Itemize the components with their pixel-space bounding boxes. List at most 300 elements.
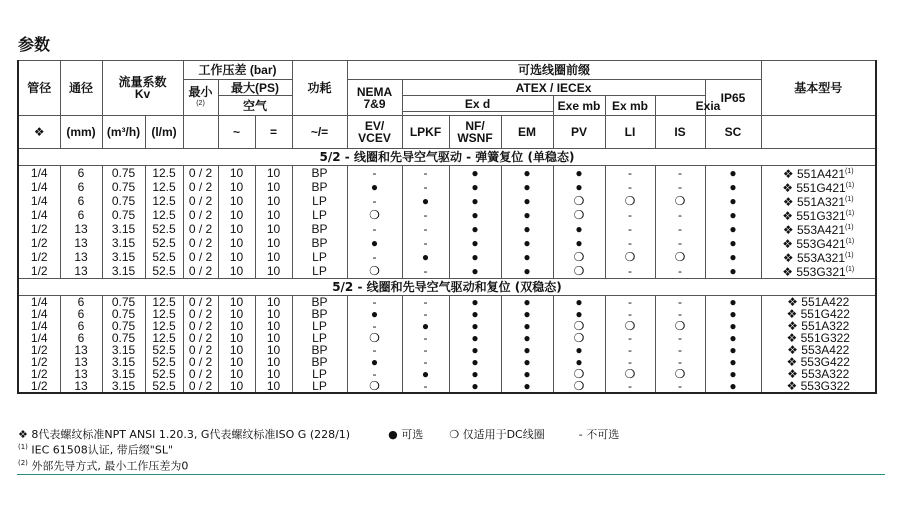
model-code: ❖ 551G321	[782, 209, 846, 222]
cell-m3h: 0.75	[102, 166, 145, 181]
cell-ac: 10	[218, 308, 255, 320]
cell-sc: ●	[705, 264, 761, 279]
cell-sc: ●	[705, 236, 761, 250]
cell-ev: ❍	[347, 208, 402, 222]
model-code: ❖ 553G421	[782, 237, 846, 250]
cell-em: ●	[501, 320, 553, 332]
cell-ev: ●	[347, 356, 402, 368]
cell-power: BP	[292, 356, 347, 368]
cell-pipe: 1/2	[18, 380, 60, 393]
cell-power: BP	[292, 222, 347, 236]
cell-min: 0 / 2	[183, 180, 218, 194]
cell-pipe: 1/4	[18, 320, 60, 332]
cell-ac: 10	[218, 208, 255, 222]
model-code: ❖ 553G322	[786, 380, 850, 393]
model-note: (1)	[845, 238, 855, 245]
cell-ev: -	[347, 368, 402, 380]
model-code: ❖ 551A422	[787, 295, 850, 308]
header-bore: 通径	[60, 61, 102, 116]
cell-nf: ●	[449, 166, 501, 181]
cell-power: BP	[292, 180, 347, 194]
cell-pv: ❍	[553, 380, 605, 393]
cell-lmin: 12.5	[145, 308, 183, 320]
table-row	[18, 308, 876, 320]
cell-is: -	[655, 208, 705, 222]
cell-li: -	[605, 344, 655, 356]
cell-m3h: 3.15	[102, 356, 145, 368]
cell-model	[761, 264, 876, 279]
cell-bore: 6	[60, 194, 102, 208]
cell-ev: ❍	[347, 332, 402, 344]
cell-pv: ●	[553, 166, 605, 181]
cell-power: LP	[292, 368, 347, 380]
cell-is: -	[655, 264, 705, 279]
table-row	[18, 344, 876, 356]
cell-power: LP	[292, 320, 347, 332]
header-flow	[102, 61, 183, 116]
cell-m3h: 0.75	[102, 308, 145, 320]
table-row	[18, 180, 876, 194]
table-row	[18, 368, 876, 380]
cell-is: ❍	[655, 194, 705, 208]
header-power: 功耗	[292, 61, 347, 116]
cell-is: ❍	[655, 250, 705, 264]
cell-power: LP	[292, 208, 347, 222]
cell-ev: -	[347, 296, 402, 309]
col-ev-line1: EV/	[364, 119, 385, 133]
cell-bore: 13	[60, 264, 102, 279]
cell-model	[761, 250, 876, 264]
header-nema-label: NEMA	[356, 84, 393, 99]
cell-ev: ❍	[347, 264, 402, 279]
cell-is: -	[655, 332, 705, 344]
note-2-text: 外部先导方式, 最小工作压差为0	[27, 459, 189, 473]
cell-pv: ●	[553, 344, 605, 356]
col-ev	[347, 116, 402, 149]
cell-ac: 10	[218, 356, 255, 368]
cell-em: ●	[501, 208, 553, 222]
cell-power: BP	[292, 166, 347, 181]
header-model: 基本型号	[761, 61, 876, 116]
spec-table	[17, 60, 877, 394]
cell-sc: ●	[705, 356, 761, 368]
model-code: ❖ 553A421	[782, 223, 846, 236]
cell-nf: ●	[449, 368, 501, 380]
cell-pv: ●	[553, 308, 605, 320]
cell-nf: ●	[449, 380, 501, 393]
cell-ev: -	[347, 344, 402, 356]
cell-li: -	[605, 222, 655, 236]
cell-power: BP	[292, 308, 347, 320]
cell-em: ●	[501, 264, 553, 279]
table-row	[18, 320, 876, 332]
cell-min: 0 / 2	[183, 236, 218, 250]
cell-ev: -	[347, 250, 402, 264]
cell-m3h: 0.75	[102, 208, 145, 222]
cell-is: -	[655, 344, 705, 356]
cell-ac: 10	[218, 180, 255, 194]
cell-lmin: 12.5	[145, 320, 183, 332]
cell-pv: ●	[553, 356, 605, 368]
cell-model	[761, 308, 876, 320]
cell-lpkf: -	[402, 264, 449, 279]
cell-lpkf: -	[402, 208, 449, 222]
cell-pipe: 1/4	[18, 166, 60, 181]
footnotes	[18, 428, 619, 472]
cell-power: LP	[292, 194, 347, 208]
table-body	[18, 61, 876, 394]
cell-model	[761, 222, 876, 236]
cell-dc: 10	[255, 180, 292, 194]
section-header	[18, 279, 876, 296]
col-ev-line2: VCEV	[358, 131, 391, 145]
cell-model	[761, 320, 876, 332]
model-code: ❖ 551A322	[787, 320, 850, 332]
cell-m3h: 3.15	[102, 264, 145, 279]
cell-lmin: 52.5	[145, 344, 183, 356]
cell-dc: 10	[255, 236, 292, 250]
cell-pv: ❍	[553, 332, 605, 344]
header-max: 最大(PS)	[218, 80, 292, 96]
cell-lpkf: -	[402, 380, 449, 393]
cell-lmin: 12.5	[145, 332, 183, 344]
cell-bore: 6	[60, 308, 102, 320]
cell-ac: 10	[218, 380, 255, 393]
bottom-rule	[17, 474, 885, 475]
cell-pipe: 1/4	[18, 296, 60, 309]
cell-nf: ●	[449, 308, 501, 320]
cell-model	[761, 368, 876, 380]
cell-em: ●	[501, 296, 553, 309]
cell-ev: ●	[347, 180, 402, 194]
cell-em: ●	[501, 222, 553, 236]
cell-nf: ●	[449, 344, 501, 356]
cell-min: 0 / 2	[183, 264, 218, 279]
header-exd: Ex d	[402, 96, 553, 112]
cell-lmin: 52.5	[145, 380, 183, 393]
cell-is: -	[655, 236, 705, 250]
model-code: ❖ 553A422	[787, 344, 850, 356]
cell-nf: ●	[449, 332, 501, 344]
cell-ev: ❍	[347, 380, 402, 393]
cell-dc: 10	[255, 308, 292, 320]
cell-dc: 10	[255, 320, 292, 332]
cell-li: -	[605, 166, 655, 181]
cell-nf: ●	[449, 296, 501, 309]
header-atex: ATEX / IECEx	[402, 80, 705, 96]
page-title: 参数	[18, 35, 51, 54]
table-row	[18, 236, 876, 250]
cell-nf: ●	[449, 236, 501, 250]
cell-pipe: 1/4	[18, 308, 60, 320]
cell-nf: ●	[449, 250, 501, 264]
cell-model	[761, 180, 876, 194]
cell-lmin: 52.5	[145, 236, 183, 250]
cell-m3h: 3.15	[102, 344, 145, 356]
cell-li: ❍	[605, 250, 655, 264]
col-is: IS	[655, 116, 705, 149]
cell-pv: ❍	[553, 320, 605, 332]
cell-em: ●	[501, 194, 553, 208]
cell-pv: ●	[553, 296, 605, 309]
cell-m3h: 3.15	[102, 236, 145, 250]
legend-optional: ● 可选	[388, 428, 424, 441]
cell-is: -	[655, 166, 705, 181]
model-note: (1)	[845, 168, 854, 175]
cell-ac: 10	[218, 166, 255, 181]
cell-li: -	[605, 356, 655, 368]
legend-not-optional: - 不可选	[578, 428, 620, 441]
cell-model	[761, 356, 876, 368]
cell-pipe: 1/2	[18, 222, 60, 236]
table-row	[18, 194, 876, 208]
cell-ac: 10	[218, 250, 255, 264]
cell-lmin: 52.5	[145, 356, 183, 368]
cell-ev: -	[347, 166, 402, 181]
cell-em: ●	[501, 236, 553, 250]
cell-min: 0 / 2	[183, 296, 218, 309]
cell-is: -	[655, 308, 705, 320]
model-note: (1)	[845, 224, 854, 231]
cell-lpkf: ●	[402, 250, 449, 264]
legend-dc-only: ❍ 仅适用于DC线圈	[449, 428, 545, 441]
cell-ac: 10	[218, 320, 255, 332]
cell-pipe: 1/2	[18, 264, 60, 279]
note-1-text: IEC 61508认证, 带后缀"SL"	[27, 443, 174, 457]
cell-m3h: 0.75	[102, 180, 145, 194]
cell-is: -	[655, 380, 705, 393]
cell-dc: 10	[255, 332, 292, 344]
header-units-row	[18, 116, 876, 149]
section-title: 5/2 - 线圈和先导空气驱动和复位 (双稳态)	[18, 279, 876, 296]
cell-li: -	[605, 332, 655, 344]
note-2-mark: (2)	[18, 458, 28, 467]
cell-nf: ●	[449, 194, 501, 208]
cell-lmin: 12.5	[145, 194, 183, 208]
model-code: ❖ 553A322	[787, 368, 850, 380]
cell-lpkf: ●	[402, 368, 449, 380]
cell-min: 0 / 2	[183, 208, 218, 222]
cell-sc: ●	[705, 332, 761, 344]
col-nf-line2: WSNF	[457, 131, 493, 145]
col-li: LI	[605, 116, 655, 149]
model-code: ❖ 551A421	[782, 167, 846, 180]
note-thread: ❖ 8代表螺纹标准NPT ANSI 1.20.3, G代表螺纹标准ISO G (228/1)	[18, 428, 351, 441]
cell-sc: ●	[705, 194, 761, 208]
cell-ac: 10	[218, 296, 255, 309]
cell-ev: ●	[347, 308, 402, 320]
cell-dc: 10	[255, 250, 292, 264]
cell-sc: ●	[705, 208, 761, 222]
cell-pipe: 1/4	[18, 194, 60, 208]
cell-power: LP	[292, 380, 347, 393]
table-row	[18, 222, 876, 236]
cell-is: -	[655, 356, 705, 368]
header-flow-label: 流量系数	[118, 75, 167, 89]
cell-dc: 10	[255, 296, 292, 309]
cell-lmin: 52.5	[145, 368, 183, 380]
model-code: ❖ 553A321	[782, 251, 846, 264]
header-min-note: (2)	[196, 99, 205, 107]
cell-pipe: 1/4	[18, 208, 60, 222]
cell-m3h: 3.15	[102, 222, 145, 236]
cell-sc: ●	[705, 222, 761, 236]
model-note: (1)	[845, 210, 855, 217]
cell-min: 0 / 2	[183, 356, 218, 368]
cell-dc: 10	[255, 368, 292, 380]
unit-m3h: (m³/h)	[102, 116, 145, 149]
header-exmb1: Exe mb	[553, 96, 605, 116]
cell-ac: 10	[218, 332, 255, 344]
cell-li: -	[605, 264, 655, 279]
model-code: ❖ 551G322	[786, 332, 850, 344]
cell-em: ●	[501, 356, 553, 368]
cell-min: 0 / 2	[183, 250, 218, 264]
model-code: ❖ 551G422	[786, 308, 850, 320]
cell-m3h: 0.75	[102, 296, 145, 309]
cell-pipe: 1/2	[18, 236, 60, 250]
cell-nf: ●	[449, 180, 501, 194]
cell-nf: ●	[449, 264, 501, 279]
cell-sc: ●	[705, 180, 761, 194]
cell-power: LP	[292, 250, 347, 264]
unit-star: ❖	[18, 116, 60, 149]
cell-li: -	[605, 236, 655, 250]
cell-sc: ●	[705, 166, 761, 181]
cell-lpkf: -	[402, 236, 449, 250]
cell-pipe: 1/2	[18, 250, 60, 264]
note-1-mark: (1)	[18, 443, 28, 451]
cell-m3h: 0.75	[102, 320, 145, 332]
cell-power: BP	[292, 296, 347, 309]
cell-li: ❍	[605, 320, 655, 332]
cell-min: 0 / 2	[183, 194, 218, 208]
model-code: ❖ 551A321	[782, 195, 846, 208]
cell-nf: ●	[449, 356, 501, 368]
cell-model	[761, 194, 876, 208]
unit-mm: (mm)	[60, 116, 102, 149]
cell-lmin: 12.5	[145, 296, 183, 309]
cell-dc: 10	[255, 222, 292, 236]
cell-bore: 13	[60, 222, 102, 236]
header-row-1	[18, 61, 876, 80]
cell-sc: ●	[705, 380, 761, 393]
cell-is: -	[655, 222, 705, 236]
cell-dc: 10	[255, 380, 292, 393]
cell-sc: ●	[705, 250, 761, 264]
cell-lpkf: -	[402, 356, 449, 368]
unit-lmin: (l/m)	[145, 116, 183, 149]
cell-ev: -	[347, 320, 402, 332]
cell-em: ●	[501, 344, 553, 356]
unit-min-blank	[183, 116, 218, 149]
unit-acdc: ~/=	[292, 116, 347, 149]
cell-sc: ●	[705, 368, 761, 380]
cell-li: -	[605, 208, 655, 222]
cell-pv: ❍	[553, 368, 605, 380]
cell-m3h: 0.75	[102, 332, 145, 344]
cell-pipe: 1/2	[18, 356, 60, 368]
cell-min: 0 / 2	[183, 380, 218, 393]
cell-li: -	[605, 180, 655, 194]
model-note: (1)	[845, 252, 854, 259]
cell-m3h: 3.15	[102, 250, 145, 264]
note-1	[18, 441, 619, 457]
cell-bore: 13	[60, 356, 102, 368]
cell-lmin: 52.5	[145, 250, 183, 264]
cell-is: -	[655, 296, 705, 309]
cell-lpkf: -	[402, 332, 449, 344]
cell-power: LP	[292, 332, 347, 344]
cell-m3h: 3.15	[102, 380, 145, 393]
header-air: 空气	[218, 96, 292, 116]
cell-lpkf: -	[402, 296, 449, 309]
cell-m3h: 0.75	[102, 194, 145, 208]
cell-lmin: 52.5	[145, 264, 183, 279]
cell-bore: 6	[60, 320, 102, 332]
header-exia: Exia	[655, 96, 761, 116]
header-kv-label: Kv	[134, 87, 151, 101]
cell-dc: 10	[255, 356, 292, 368]
cell-model	[761, 344, 876, 356]
cell-pipe: 1/2	[18, 368, 60, 380]
cell-ev: -	[347, 194, 402, 208]
table-row	[18, 380, 876, 393]
unit-model-blank	[761, 116, 876, 149]
cell-pipe: 1/4	[18, 332, 60, 344]
cell-min: 0 / 2	[183, 308, 218, 320]
cell-li: -	[605, 296, 655, 309]
cell-power: BP	[292, 344, 347, 356]
cell-is: -	[655, 180, 705, 194]
cell-m3h: 3.15	[102, 368, 145, 380]
cell-ac: 10	[218, 368, 255, 380]
table-row	[18, 166, 876, 181]
cell-bore: 6	[60, 208, 102, 222]
cell-li: -	[605, 380, 655, 393]
cell-em: ●	[501, 368, 553, 380]
cell-ac: 10	[218, 344, 255, 356]
cell-lpkf: -	[402, 308, 449, 320]
cell-ac: 10	[218, 194, 255, 208]
cell-ev: ●	[347, 236, 402, 250]
cell-pv: ●	[553, 222, 605, 236]
model-note: (1)	[845, 182, 855, 189]
cell-em: ●	[501, 166, 553, 181]
cell-lpkf: ●	[402, 320, 449, 332]
cell-bore: 13	[60, 236, 102, 250]
cell-li: ❍	[605, 368, 655, 380]
cell-sc: ●	[705, 320, 761, 332]
cell-dc: 10	[255, 166, 292, 181]
legend-row	[18, 428, 619, 441]
cell-lpkf: -	[402, 180, 449, 194]
cell-is: ❍	[655, 320, 705, 332]
cell-pv: ❍	[553, 208, 605, 222]
cell-min: 0 / 2	[183, 222, 218, 236]
cell-bore: 13	[60, 368, 102, 380]
model-note: (1)	[845, 266, 855, 273]
cell-pv: ●	[553, 236, 605, 250]
table-row	[18, 332, 876, 344]
cell-min: 0 / 2	[183, 320, 218, 332]
cell-min: 0 / 2	[183, 368, 218, 380]
cell-lpkf: -	[402, 344, 449, 356]
table-row	[18, 264, 876, 279]
model-code: ❖ 551G421	[782, 181, 846, 194]
cell-lmin: 12.5	[145, 208, 183, 222]
cell-model	[761, 166, 876, 181]
